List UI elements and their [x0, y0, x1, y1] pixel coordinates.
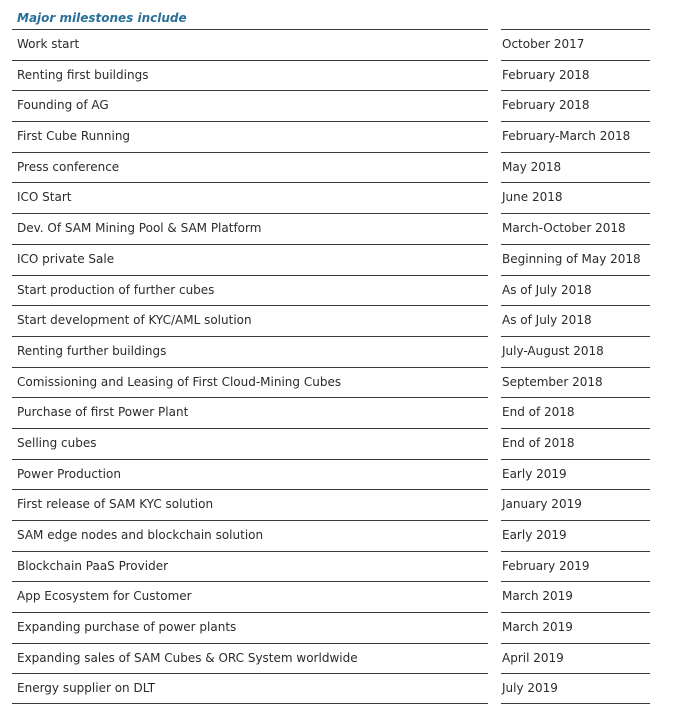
row-divider — [12, 60, 488, 61]
milestone-task: Energy supplier on DLT — [17, 681, 156, 696]
milestone-task: ICO Start — [17, 190, 72, 205]
milestone-date: Early 2019 — [502, 528, 567, 542]
row-divider — [501, 336, 650, 337]
milestone-task: Renting first buildings — [17, 67, 149, 82]
row-divider — [12, 152, 488, 153]
milestone-task: ICO private Sale — [17, 251, 115, 266]
milestones-table — [12, 29, 650, 704]
table-row — [12, 60, 650, 91]
milestone-date: February 2019 — [502, 558, 590, 573]
table-row — [12, 152, 650, 183]
row-divider — [12, 336, 488, 337]
table-row — [12, 244, 650, 275]
row-divider — [12, 121, 488, 122]
milestone-date: March-October 2018 — [502, 221, 626, 236]
row-divider — [501, 673, 650, 674]
milestone-date: June 2018 — [502, 190, 563, 205]
row-divider — [12, 275, 488, 276]
section-heading: Major milestones include — [17, 11, 187, 25]
milestone-task: App Ecosystem for Customer — [17, 589, 192, 604]
row-divider — [12, 367, 488, 368]
row-divider — [501, 244, 650, 245]
row-divider — [501, 182, 650, 183]
milestone-task: Press conference — [17, 159, 120, 174]
milestone-task: Power Production — [17, 466, 121, 481]
table-row — [12, 336, 650, 367]
row-divider — [501, 643, 650, 644]
table-row — [12, 673, 650, 704]
row-divider — [12, 428, 488, 429]
milestone-date: October 2017 — [502, 37, 585, 51]
milestone-task: Selling cubes — [17, 435, 97, 450]
table-row — [12, 428, 650, 459]
milestone-task: SAM edge nodes and blockchain solution — [17, 528, 264, 542]
milestone-task: Comissioning and Leasing of First Cloud-Mining Cubes — [17, 374, 342, 389]
row-divider — [12, 244, 488, 245]
milestone-task: First release of SAM KYC solution — [17, 497, 214, 512]
row-divider — [501, 367, 650, 368]
table-row — [12, 612, 650, 643]
table-row — [12, 520, 650, 551]
table-row — [12, 182, 650, 213]
milestone-date: April 2019 — [502, 650, 564, 665]
milestone-task: Start production of further cubes — [17, 282, 215, 297]
row-divider — [501, 428, 650, 429]
milestone-task: Start development of KYC/AML solution — [17, 313, 252, 328]
milestone-date: End of 2018 — [502, 405, 575, 420]
table-bottom-border — [501, 703, 650, 704]
milestone-date: March 2019 — [502, 620, 573, 635]
milestone-date: Early 2019 — [502, 466, 567, 481]
row-divider — [12, 29, 488, 30]
milestone-task: Dev. Of SAM Mining Pool & SAM Platform — [17, 221, 262, 236]
row-divider — [501, 459, 650, 460]
row-divider — [12, 182, 488, 183]
milestone-task: Expanding purchase of power plants — [17, 620, 237, 635]
milestone-date: End of 2018 — [502, 435, 575, 450]
row-divider — [12, 643, 488, 644]
milestone-date: As of July 2018 — [502, 313, 592, 328]
table-row — [12, 581, 650, 612]
milestone-date: March 2019 — [502, 589, 573, 604]
row-divider — [12, 520, 488, 521]
table-row — [12, 551, 650, 582]
milestone-date: February 2018 — [502, 98, 590, 113]
row-divider — [501, 520, 650, 521]
milestone-task: Founding of AG — [17, 98, 109, 113]
milestone-date: January 2019 — [502, 497, 582, 512]
row-divider — [501, 29, 650, 30]
row-divider — [12, 90, 488, 91]
row-divider — [501, 397, 650, 398]
row-divider — [501, 90, 650, 91]
row-divider — [501, 275, 650, 276]
milestone-date: July-August 2018 — [502, 343, 604, 358]
row-divider — [501, 581, 650, 582]
milestone-date: July 2019 — [502, 681, 558, 696]
row-divider — [501, 60, 650, 61]
milestone-date: September 2018 — [502, 374, 603, 389]
row-divider — [501, 551, 650, 552]
table-row — [12, 643, 650, 674]
milestone-task: First Cube Running — [17, 129, 131, 144]
milestone-task: Purchase of first Power Plant — [17, 405, 189, 420]
table-row — [12, 305, 650, 336]
milestone-task: Blockchain PaaS Provider — [17, 558, 169, 573]
row-divider — [501, 305, 650, 306]
table-bottom-border — [12, 703, 488, 704]
row-divider — [12, 612, 488, 613]
row-divider — [501, 612, 650, 613]
milestone-task: Expanding sales of SAM Cubes & ORC System worldwide — [17, 650, 358, 665]
milestone-date: February 2018 — [502, 67, 590, 82]
milestone-date: May 2018 — [502, 159, 562, 174]
row-divider — [12, 305, 488, 306]
table-row — [12, 121, 650, 152]
milestone-task: Renting further buildings — [17, 343, 167, 358]
row-divider — [12, 397, 488, 398]
table-row — [12, 367, 650, 398]
table-row — [12, 397, 650, 428]
row-divider — [12, 581, 488, 582]
milestone-date: As of July 2018 — [502, 282, 592, 297]
table-row — [12, 29, 650, 60]
row-divider — [501, 213, 650, 214]
table-row — [12, 489, 650, 520]
row-divider — [12, 459, 488, 460]
row-divider — [12, 213, 488, 214]
table-row — [12, 275, 650, 306]
table-row — [12, 459, 650, 490]
row-divider — [12, 673, 488, 674]
milestone-date: February-March 2018 — [502, 129, 631, 144]
milestone-task: Work start — [17, 37, 80, 51]
milestone-date: Beginning of May 2018 — [502, 251, 641, 266]
table-row — [12, 90, 650, 121]
row-divider — [501, 121, 650, 122]
row-divider — [501, 152, 650, 153]
row-divider — [12, 551, 488, 552]
row-divider — [12, 489, 488, 490]
table-row — [12, 213, 650, 244]
row-divider — [501, 489, 650, 490]
